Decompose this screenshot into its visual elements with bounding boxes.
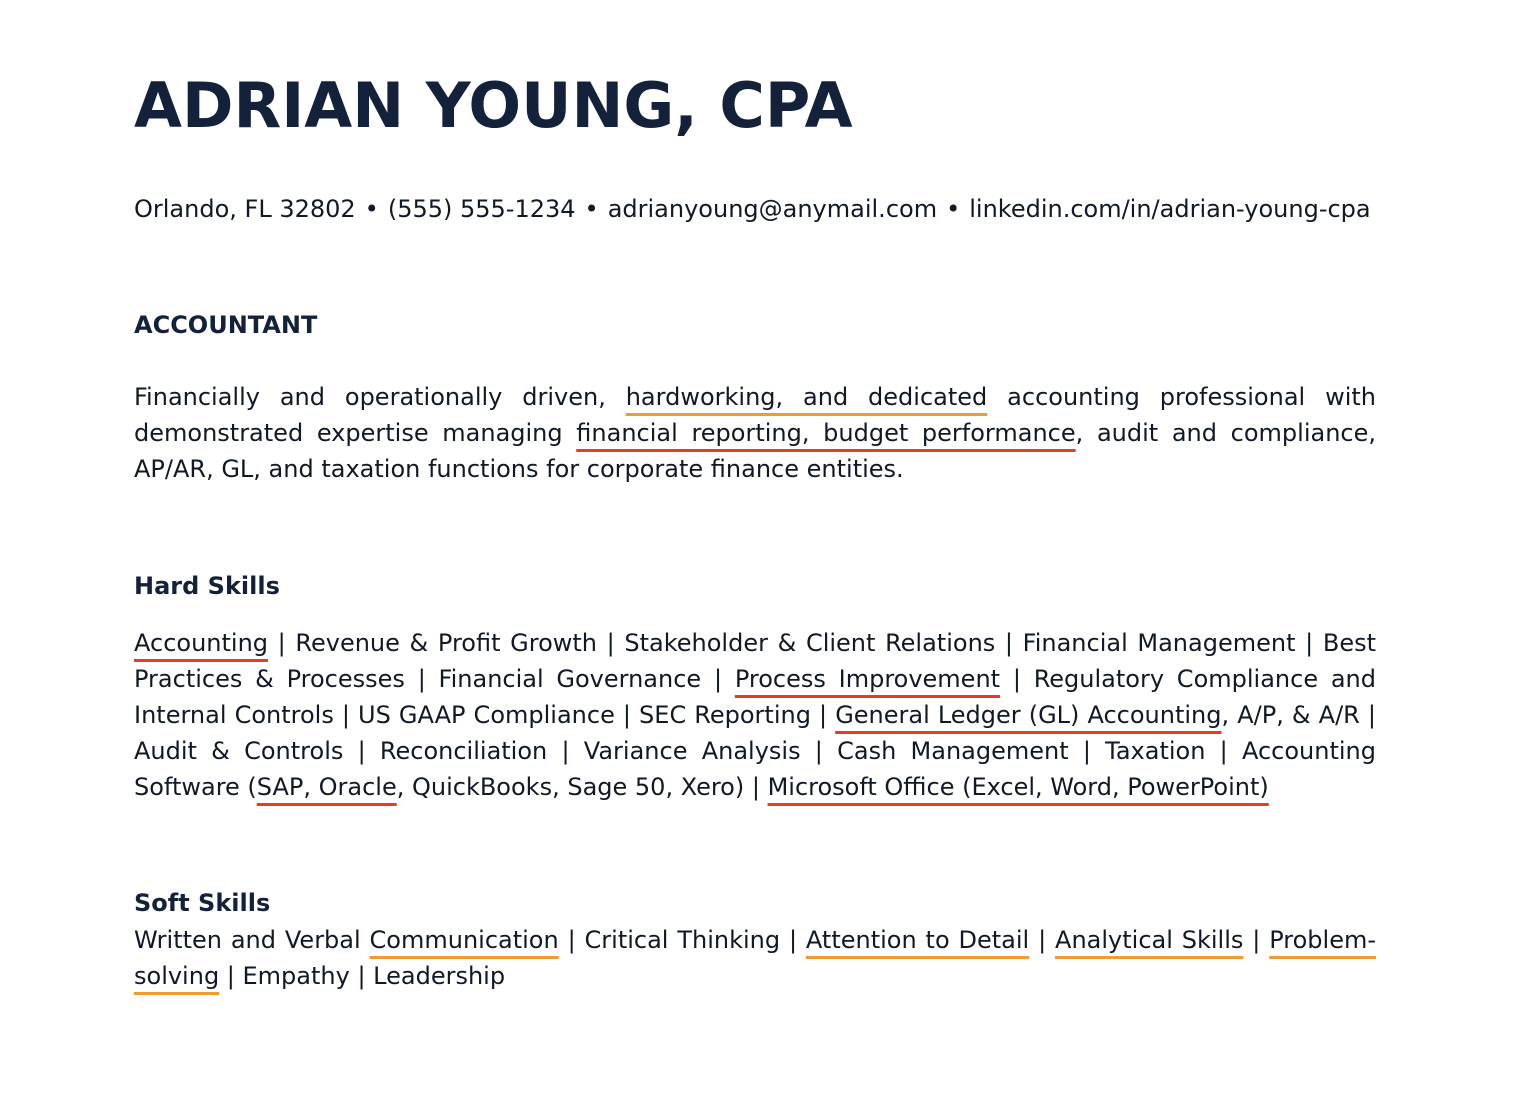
text-segment: , audit and compliance, AP/AR, GL, and taxation functions for corporate finance entities. — [134, 419, 1377, 483]
contact-linkedin: linkedin.com/in/adrian-young-cpa — [969, 195, 1371, 223]
contact-separator: • — [364, 195, 379, 223]
hard-skills-list — [134, 625, 1376, 805]
soft-skills-title: Soft Skills — [134, 889, 271, 917]
highlighted-keyword: General Ledger (GL) Accounting — [835, 701, 1222, 729]
highlighted-keyword: Microsoft Office (Excel, Word, PowerPoint) — [767, 773, 1269, 801]
contact-email: adrianyoung@anymail.com — [607, 195, 938, 223]
highlighted-keyword: Attention to Detail — [805, 926, 1030, 954]
highlighted-keyword: Problem-solving — [134, 926, 1377, 990]
resume-name: ADRIAN YOUNG, CPA — [134, 69, 853, 142]
text-segment: Written and Verbal — [134, 926, 370, 954]
highlighted-keyword: Communication — [369, 926, 559, 954]
highlighted-keyword: financial reporting, budget performance — [576, 419, 1076, 447]
contact-location: Orlando, FL 32802 — [134, 195, 356, 223]
highlighted-keyword: SAP, Oracle — [256, 773, 397, 801]
text-segment: | — [1029, 926, 1056, 954]
text-segment: | — [1243, 926, 1270, 954]
highlighted-keyword: Analytical Skills — [1055, 926, 1244, 954]
highlighted-keyword: hardworking, and dedicated — [625, 383, 988, 411]
text-segment: accounting professional with demonstrated expertise managing — [134, 383, 1377, 447]
contact-phone: (555) 555-1234 — [387, 195, 576, 223]
summary-title: ACCOUNTANT — [134, 311, 318, 339]
hard-skills-title: Hard Skills — [134, 572, 280, 600]
text-segment: | Regulatory Compliance and Internal Controls | US GAAP Compliance | SEC Reporting | — [134, 665, 1377, 729]
text-segment: , QuickBooks, Sage 50, Xero) | — [396, 773, 768, 801]
text-segment: , A/P, & A/R | Audit & Controls | Reconciliation | Variance Analysis | Cash Management | Taxation | Accounting Software ( — [134, 701, 1377, 801]
contact-line — [134, 192, 1371, 226]
highlighted-keyword: Accounting — [134, 629, 269, 657]
highlighted-keyword: Process Improvement — [734, 665, 1001, 693]
text-segment: | Critical Thinking | — [558, 926, 806, 954]
soft-skills-list — [134, 922, 1376, 994]
contact-separator: • — [584, 195, 599, 223]
text-segment: Financially and operationally driven, — [134, 383, 626, 411]
text-segment: | Empathy | Leadership — [219, 962, 506, 990]
summary-paragraph — [134, 379, 1376, 487]
contact-separator: • — [946, 195, 961, 223]
text-segment: | Revenue & Profit Growth | Stakeholder & Client Relations | Financial Management | Best Practices & Processes | Financial Governance | — [134, 629, 1376, 693]
